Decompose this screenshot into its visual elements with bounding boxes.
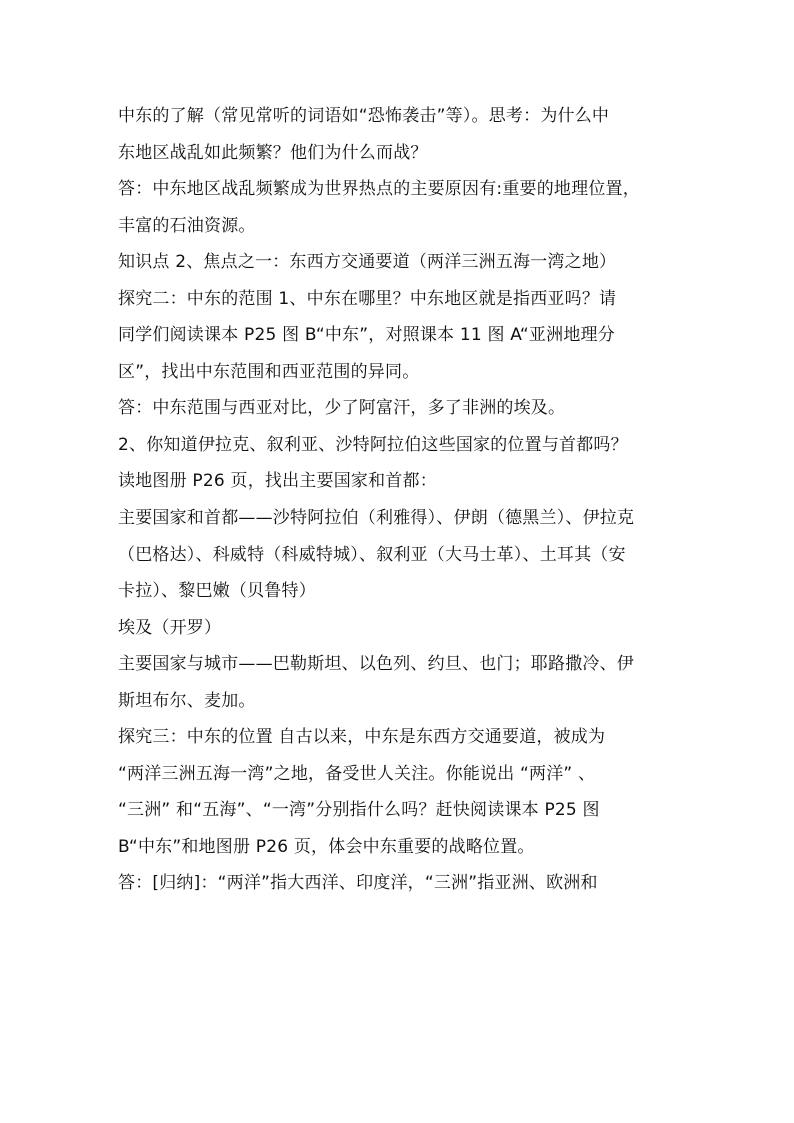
text-line: 探究三：中东的位置 自古以来，中东是东西方交通要道，被成为 [118,727,606,748]
text-line: 卡拉）、黎巴嫩（贝鲁特） [118,581,316,602]
text-line: 知识点 2、焦点之一：东西方交通要道（两洋三洲五海一湾之地） [118,252,617,273]
text-line: 答：中东范围与西亚对比，少了阿富汗，多了非洲的埃及。 [118,398,566,419]
text-line: 2、你知道伊拉克、叙利亚、沙特阿拉伯这些国家的位置与首都吗？ [118,434,628,455]
document-text-body [118,98,680,902]
text-line: B“中东”和地图册 P26 页，体会中东重要的战略位置。 [118,836,535,857]
text-line: （巴格达）、科威特（科威特城）、叙利亚（大马士革）、土耳其（安 [118,544,626,565]
text-line: 区”，找出中东范围和西亚范围的异同。 [118,361,420,382]
text-line: 读地图册 P26 页，找出主要国家和首都： [118,471,437,492]
text-line: 探究二：中东的范围 1、中东在哪里？中东地区就是指西亚吗？请 [118,288,617,309]
text-line: 答：中东地区战乱频繁成为世界热点的主要原因有:重要的地理位置， [118,179,640,200]
text-line: 同学们阅读课本 P25 图 B“中东”，对照课本 11 图 A“亚洲地理分 [118,325,615,346]
text-line: “三洲” 和“五海”、“一湾”分别指什么吗？赶快阅读课本 P25 图 [118,800,600,821]
text-line: “两洋三洲五海一湾”之地，备受世人关注。你能说出 “两洋” 、 [118,763,596,784]
text-line: 中东的了解（常见常听的词语如“恐怖袭击”等）。思考：为什么中 [118,106,610,126]
text-line: 埃及（开罗） [118,617,222,638]
text-line: 东地区战乱如此频繁？他们为什么而战？ [118,142,428,163]
text-line: 主要国家与城市——巴勒斯坦、以色列、约旦、也门；耶路撒冷、伊 [118,654,634,675]
text-line: 主要国家和首都——沙特阿拉伯（利雅得）、伊朗（德黑兰）、伊拉克 [118,508,635,529]
text-line: 丰富的石油资源。 [118,215,256,236]
text-line: 答：[归纳]：“两洋”指大西洋、印度洋，“三洲”指亚洲、欧洲和 [118,873,598,894]
text-line: 斯坦布尔、麦加。 [118,690,256,711]
